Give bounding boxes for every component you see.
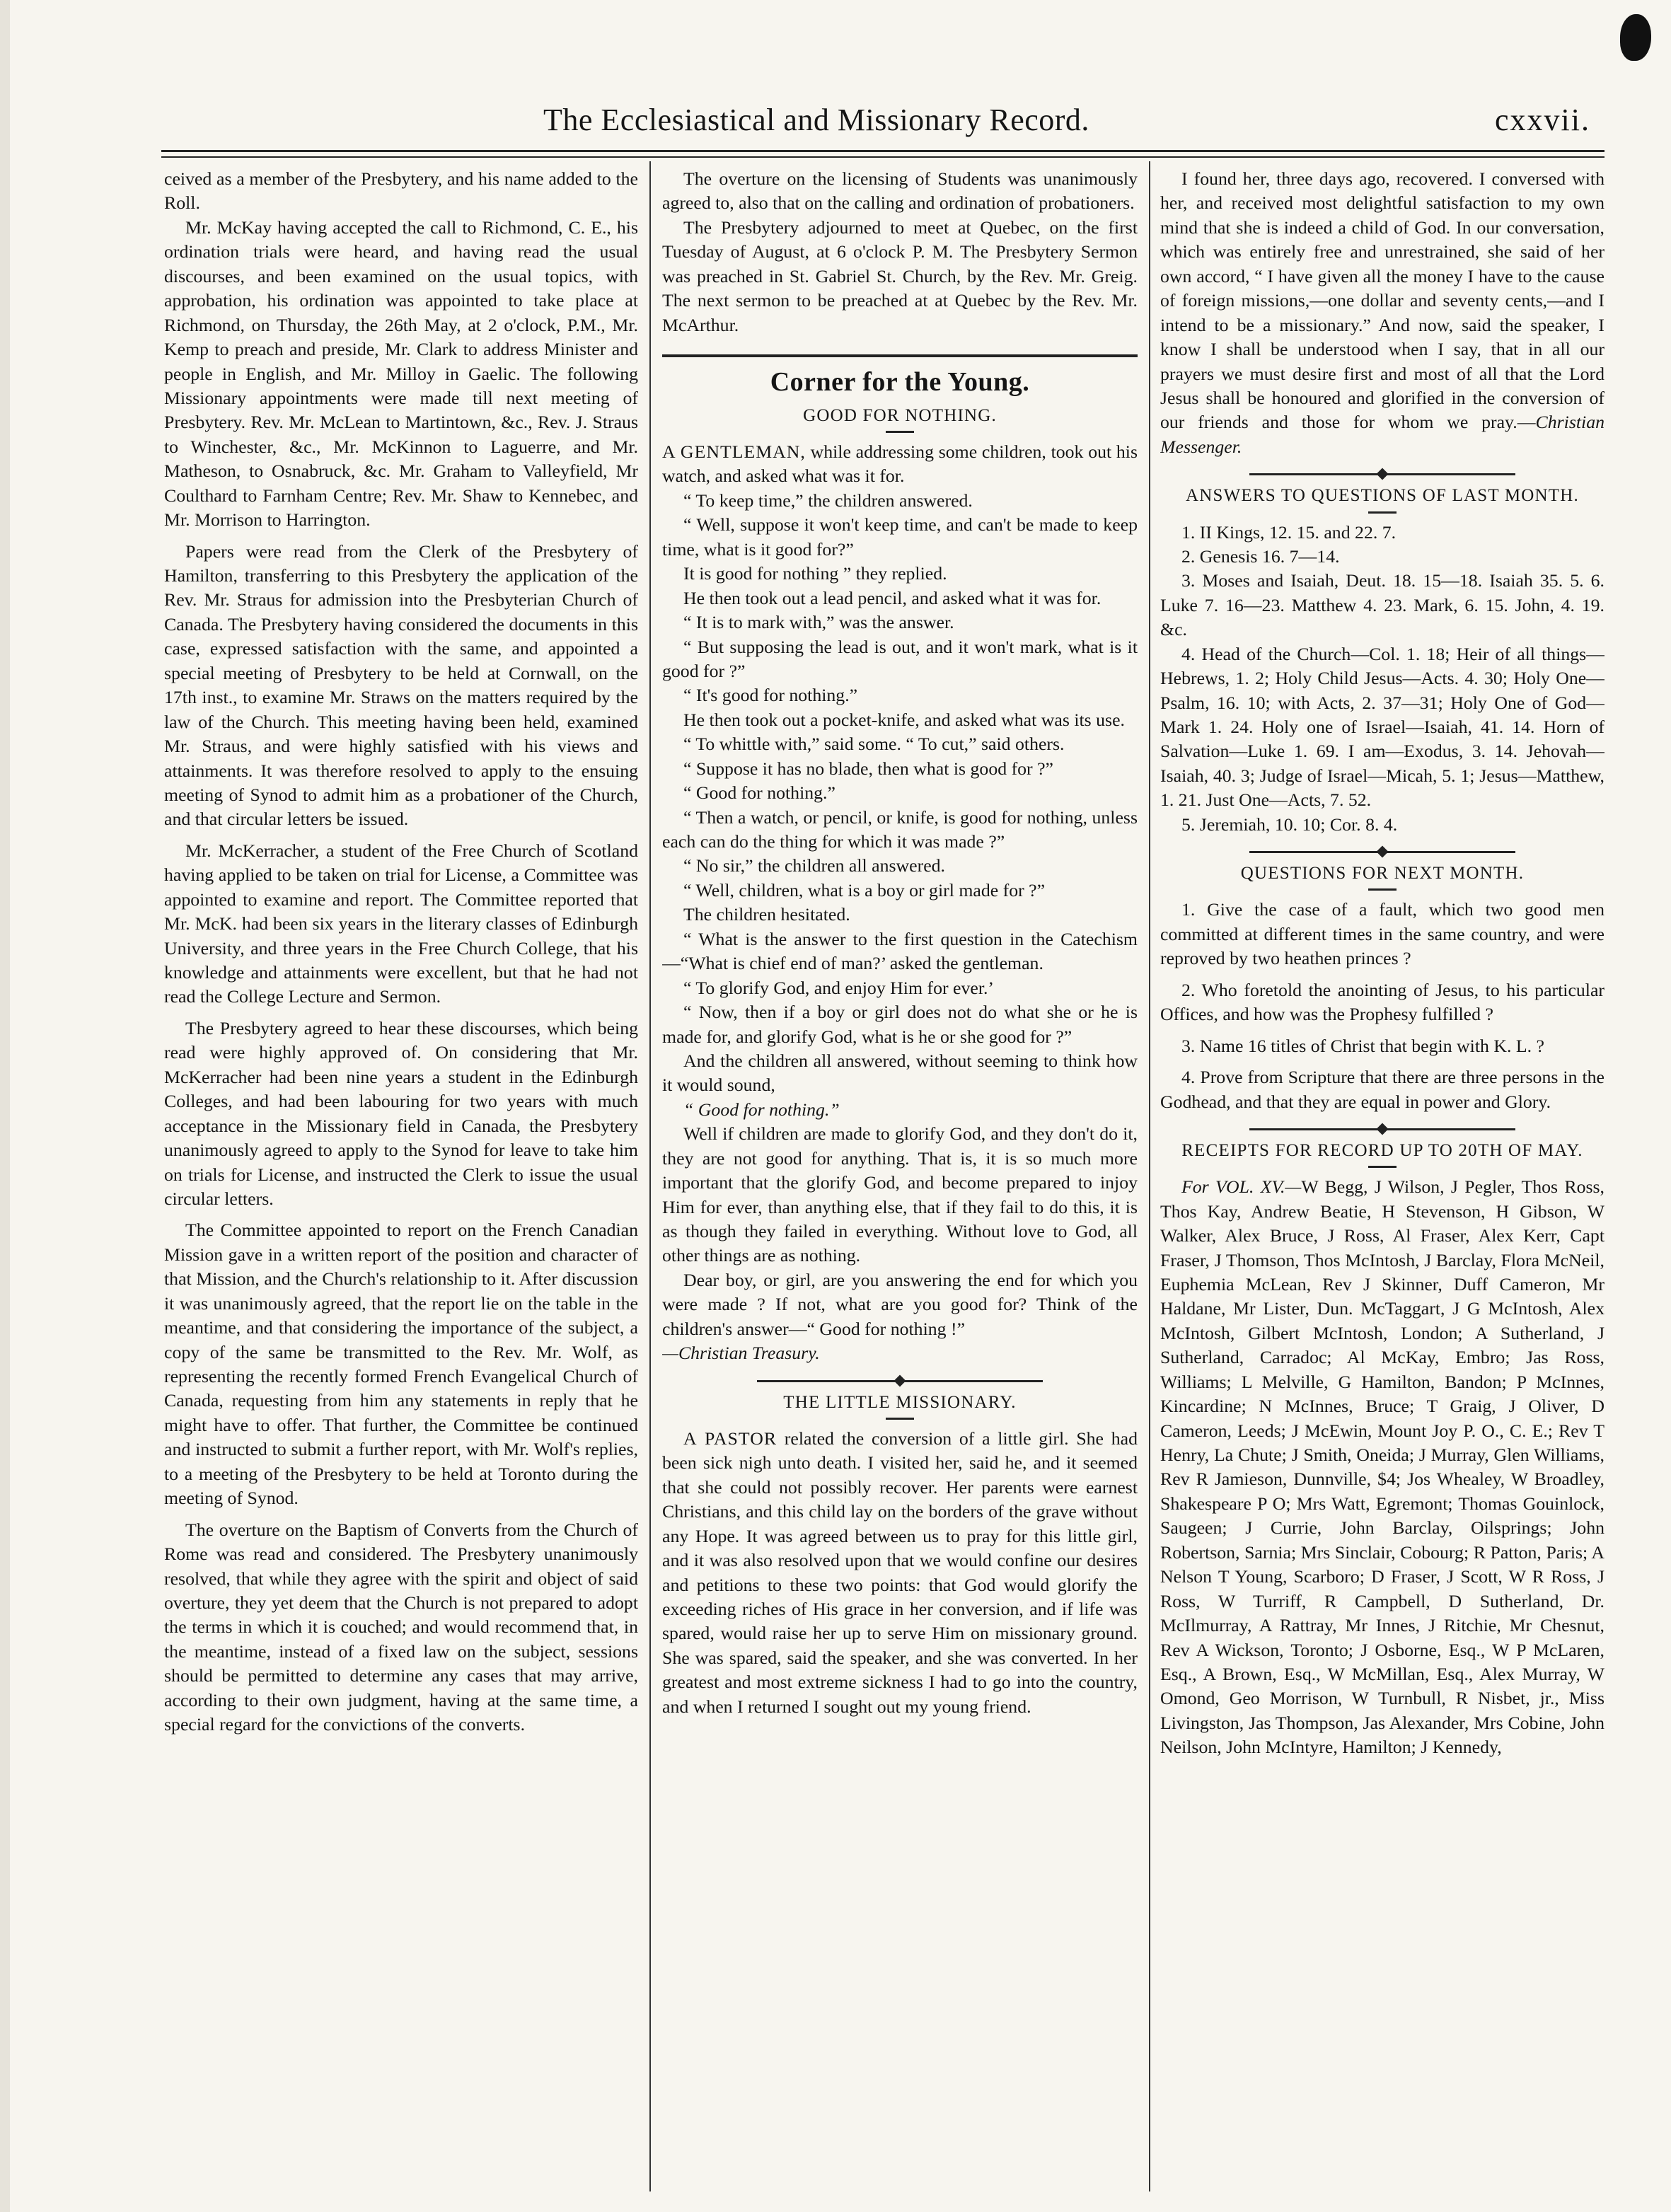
paragraph-text: I found her, three days ago, recovered. I conversed with her, and received most delightful satisfaction to my own mind that she is indeed a child of God. In our conversation, which was entirely free and unrestrained, she said of her own accord, “ I have given all the money I have to the cause of foreign missions,—one dollar and seventy cents,—and I intend to be a missionary.” And now, said the speaker, I know I shall be understood when I say, that in all our prayers we must desire first and most of all that the Lord Jesus shall be honoured and glorified in the conversion of our friends and those for whom we pray.— (1160, 168, 1604, 433)
paragraph: “ Then a watch, or pencil, or knife, is good for nothing, unless each can do the thing for which it was made ?” (662, 806, 1138, 852)
title-dash (886, 431, 914, 433)
paragraph-text: while addressing some children, took out his watch, and asked what was it for. (662, 441, 1138, 487)
paragraph: The overture on the Baptism of Converts from the Church of Rome was read and considered. The Presbytery unanimously resolved, that while they agree with the spirit and object of said overture, they yet deem that the Church is not prepared to adopt the terms in which it is couched; and would recommend that, in the meantime, instead of a fixed law on the subject, sessions should be permitted to determine any cases that may arrive, according to their own judgment, having at the same time, a special regard for the convictions of the converts. (164, 1519, 638, 1735)
title-dash (1368, 888, 1397, 891)
paragraph (662, 1427, 1138, 1719)
paragraph: “ Now, then if a boy or girl does not do what she or he is made for, and glorify God, what is he or she good for ?” (662, 1002, 1138, 1047)
paragraph (1160, 167, 1604, 459)
column-divider (649, 161, 651, 2191)
paragraph: “ Well, suppose it won't keep time, and can't be made to keep time, what is it good for?” (662, 514, 1138, 560)
lead-word: A PASTOR (683, 1428, 777, 1449)
story-title: GOOD FOR NOTHING. (803, 405, 997, 425)
paragraph: Mr. McKay having accepted the call to Richmond, C. E., his ordination trials were heard, and having read the usual discourses, and been examined on the usual topics, with approbation, his ordination was appointed to take place at Richmond, on Thursday, the 26th May, at 2 o'clock, P.M., Mr. Kemp to preach and preside, Mr. Clark to address Minister and people in English, and Mr. Milloy in Gaelic. The following Missionary appointments were made till next meeting of Presbytery. Rev. Mr. McLean to Martintown, &c., Rev. J. Straus to Winchester, &c., Mr. McKinnon to Laguerre, and Mr. Matheson, to Osnabruck, &c. Mr. Graham to Valleyfield, Mr Coulthard to Farnham Centre; Rev. Mr. Shaw to Kennebec, and Mr. Morrison to Harrington. (164, 216, 638, 531)
publication-title: The Ecclesiastical and Missionary Record. (543, 103, 1089, 137)
ink-blot (1620, 14, 1651, 61)
column-left (164, 167, 638, 2190)
paragraph: “ Good for nothing.” (683, 782, 836, 804)
question-item: 1. Give the case of a fault, which two good men committed at different times in the same country, and were reproved by two heathen princes ? (1160, 899, 1604, 969)
header-rule (161, 150, 1604, 158)
receipts-names: W Begg, J Wilson, J Pegler, Thos Ross, Thos Kay, Andrew Beatie, H Stevenson, H Gibson, W Walker, Alex Bruce, J Ross, Al Fraser, Alex Kerr, Capt Fraser, J Thomson, Thos McIntosh, J Barclay, Flora McNeil, Euphemia McLean, Rev J Skinner, Duff Cameron, Mr Haldane, Mr Lister, Dun. McTaggart, J G McIntosh, Alex McIntosh, Gilbert McIntosh, London; A Sutherland, J Sutherland, Carradoc; Al McKay, Embro; Jas Ross, Williams; L Melville, G Hamilton, Bandon; P McInnes, Kincardine; N McInnes, Bruce; T Graig, J Oliver, D Cameron, Leeds; J McEwin, Mount Joy P. O., C. E.; Rev T Henry, La Chute; J Smith, Oneida; J Murray, Glen Williams, Rev R Jamieson, Dunnville, $4; Jos Whealey, W Broadley, Shakespeare P O; Mrs Watt, Egremont; Thomas Gouinlock, Saugeen; J Currie, John Barclay, Oilsprings; John Robertson, Sarnia; Mrs Sinclair, Cobourg; R Patton, Paris; A Nelson T Young, Scarboro; D Fraser, J Scott, W R Ross, J Ross, W Turriff, R Campbell, D Sutherland, Dr. McIlmurray, A Rattray, Mr Innes, J Ritchie, Mr Chesnut, Rev A Wickson, Toronto; J Osborne, Esq., W P McLaren, Esq., A Brown, Esq., W McMillan, Esq., Alex Murray, W Omond, Geo Morrison, W Turnbull, R Nisbet, jr., Miss Livingston, Jas Thompson, Jas Alexander, Mrs Cobine, John Neilson, John McIntyre, Hamilton; J Kennedy, (1160, 1176, 1604, 1758)
ornament-rule (1160, 847, 1604, 857)
paragraph: The children hesitated. (683, 904, 850, 925)
paragraph: He then took out a lead pencil, and asked what it was for. (683, 587, 1102, 608)
title-dash (1368, 1166, 1397, 1168)
paragraph: And the children all answered, without seeming to think how it would sound, (662, 1050, 1138, 1096)
paragraph: The overture on the licensing of Students was unanimously agreed to, also that on the calling and ordination of probationers. (662, 168, 1138, 214)
page-number: cxxvii. (1495, 103, 1590, 137)
paragraph: “ To glorify God, and enjoy Him for ever.’ (683, 977, 995, 998)
paragraph: The Presbytery agreed to hear these discourses, which being read were highly approved of. On considering that Mr. McKerracher had been nine years a student in the Edinburgh Colleges, and had been labouring for two years with much acceptance in the Missionary field in Canada, the Presbytery unanimously agreed to apply to the Synod for leave to take him on trials for License, and instructed the Clerk to issue the usual circular letters. (164, 1017, 638, 1209)
lead-word: A GENTLEMAN, (662, 441, 806, 463)
answer-item: 2. Genesis 16. 7—14. (1181, 545, 1340, 567)
paragraph: Dear boy, or girl, are you answering the end for which you were made ? If not, what are you good for? Think of the children's answer—“ Good for nothing !” (662, 1269, 1138, 1339)
title-dash (1368, 511, 1397, 514)
column-divider (1149, 161, 1150, 2191)
answer-item: 1. II Kings, 12. 15. and 22. 7. (1181, 521, 1397, 543)
section-rule (662, 354, 1138, 357)
section-title: ANSWERS TO QUESTIONS OF LAST MONTH. (1186, 486, 1579, 506)
paragraph: ceived as a member of the Presbytery, and his name added to the Roll. (164, 168, 638, 214)
running-header (161, 98, 1604, 151)
question-item: 3. Name 16 titles of Christ that begin with K. L. ? (1181, 1035, 1544, 1056)
column-middle (662, 167, 1138, 2190)
page-edge (0, 0, 10, 2212)
story-title: THE LITTLE MISSIONARY. (783, 1392, 1017, 1412)
section-title: RECEIPTS FOR RECORD UP TO 20TH OF MAY. (1181, 1140, 1583, 1160)
title-dash (886, 1418, 914, 1420)
paragraph: He then took out a pocket-knife, and asked what was its use. (683, 709, 1125, 730)
answer-item: 3. Moses and Isaiah, Deut. 18. 15—18. Isaiah 35. 5. 6. Luke 7. 16—23. Matthew 4. 23. Mark, 6. 15. John, 4. 19. &c. (1160, 570, 1604, 640)
paragraph: The Committee appointed to report on the French Canadian Mission gave in a written report of the position and character of that Mission, and the Church's relationship to it. After discussion it was unanimously agreed, that the report lie on the table in the meantime, and that considering the importance of the subject, a copy of the same be transmitted to the Rev. Mr. Wolf, as representing the recently formed French Evangelical Church of Canada, requesting from him any statements in reply that he might have to offer. That further, the Committee be continued and instructed to submit a further report, with Mr. Wolf's replies, to a meeting of the Presbytery to be held at Toronto during the meeting of Synod. (164, 1220, 638, 1509)
receipts-list (1160, 1175, 1604, 1760)
paragraph: “ What is the answer to the first question in the Catechism—“What is chief end of man?’ asked the gentleman. (662, 928, 1138, 974)
paragraph: Papers were read from the Clerk of the Presbytery of Hamilton, transferring to this Presbytery the application of the Rev. Mr. Straus for admission into the Presbyterian Church of Canada. The Presbytery having considered the documents in this case, expressed satisfaction with the same, and appointed a special meeting of Presbytery to be held at Cornwall, on the 17th inst., to examine Mr. Straws on the matters required by the law of the Church. This meeting having been held, examined Mr. Straus, and were highly satisfied with his views and attainments. It was therefore resolved to apply to the ensuing meeting of Synod to admit him as a probationer of the Church, and that circular letters be issued. (164, 540, 638, 830)
paragraph: “ No sir,” the children all answered. (683, 855, 946, 876)
paragraph: “ It's good for nothing.” (683, 685, 858, 706)
paragraph-text: related the conversion of a little girl. She had been sick nigh unto death. I visited her, said he, and it seemed that she could not possibly recover. Her parents were earnest Christians, and this child lay on the borders of the grave without any Hope. It was agreed between us to pray for this little girl, and it was also resolved upon that we would confine our desires and petitions to these two points: that God would glorify the exceeding riches of His grace in her conversion, and if life was spared, would raise her up to serve Him on missionary ground. She was spared, said the speaker, and she was converted. In her greatest and most extreme sickness I had to go into the country, and when I returned I sought out my young friend. (662, 1428, 1138, 1717)
paragraph: “ Well, children, what is a boy or girl made for ?” (683, 879, 1046, 901)
paragraph: Well if children are made to glorify God, and they don't do it, they are not good for anything. That is, it is so much more important that the glorify God, and become prepared to injoy Him for ever, than anything else, that if they fail to do this, it is as though they failed in everything. Without love to God, all other things are as nothing. (662, 1123, 1138, 1266)
ornament-rule (662, 1376, 1138, 1386)
paragraph: “ Good for nothing.” (683, 1099, 840, 1120)
question-item: 2. Who foretold the anointing of Jesus, to his particular Offices, and how was the Prophesy fulfilled ? (1160, 979, 1604, 1025)
paragraph: “ To whittle with,” said some. “ To cut,” said others. (683, 734, 1065, 755)
paragraph: It is good for nothing ” they replied. (683, 563, 947, 584)
question-item: 4. Prove from Scripture that there are three persons in the Godhead, and that they are equal in power and Glory. (1160, 1067, 1604, 1112)
paragraph: “ It is to mark with,” was the answer. (683, 612, 954, 633)
ornament-rule (1160, 469, 1604, 479)
source-credit: —Christian Treasury. (662, 1343, 820, 1364)
paragraph: “ Suppose it has no blade, then what is good for ?” (683, 758, 1053, 779)
answer-item: 4. Head of the Church—Col. 1. 18; Heir of all things—Hebrews, 1. 2; Holy Child Jesus—Acts. 4. 30; Holy One—Psalm, 16. 10; with Acts, 2. 37—31; Holy One of God—Mark 1. 24. Holy one of Israel—Isaiah, 41. 14. Horn of Salvation—Luke 1. 69. I am—Exodus, 3. 14. Jehovah—Isaiah, 40. 3; Judge of Israel—Micah, 5. 1; Jesus—Matthew, 1. 21. Just One—Acts, 7. 52. (1160, 643, 1604, 811)
section-title: QUESTIONS FOR NEXT MONTH. (1240, 864, 1525, 884)
column-right (1160, 167, 1604, 2190)
paragraph: The Presbytery adjourned to meet at Quebec, on the first Tuesday of August, at 6 o'clock P. M. The Presbytery Sermon was preached in St. Gabriel St. Church, by the Rev. Mr. Greig. The next sermon to be preached at at Quebec by the Rev. Mr. McArthur. (662, 216, 1138, 335)
answer-item: 5. Jeremiah, 10. 10; Cor. 8. 4. (1181, 813, 1398, 835)
ornament-rule (1160, 1124, 1604, 1134)
source-credit: Christian Messenger. (1160, 412, 1604, 457)
paragraph: Mr. McKerracher, a student of the Free Church of Scotland having applied to be taken on trial for License, a Committee was appointed to examine and report. The Committee reported that Mr. McK. had been six years in the literary classes of Edinburgh University, and three years in the Free Church College, that his knowledge and attainments were excellent, but that he had not read the College Lecture and Sermon. (164, 840, 638, 1007)
section-heading: Corner for the Young. (770, 367, 1030, 398)
volume-label: For VOL. XV.— (1181, 1176, 1302, 1198)
paragraph (662, 440, 1138, 489)
paragraph: “ But supposing the lead is out, and it won't mark, what is it good for ?” (662, 636, 1138, 681)
paragraph: “ To keep time,” the children answered. (683, 490, 973, 511)
